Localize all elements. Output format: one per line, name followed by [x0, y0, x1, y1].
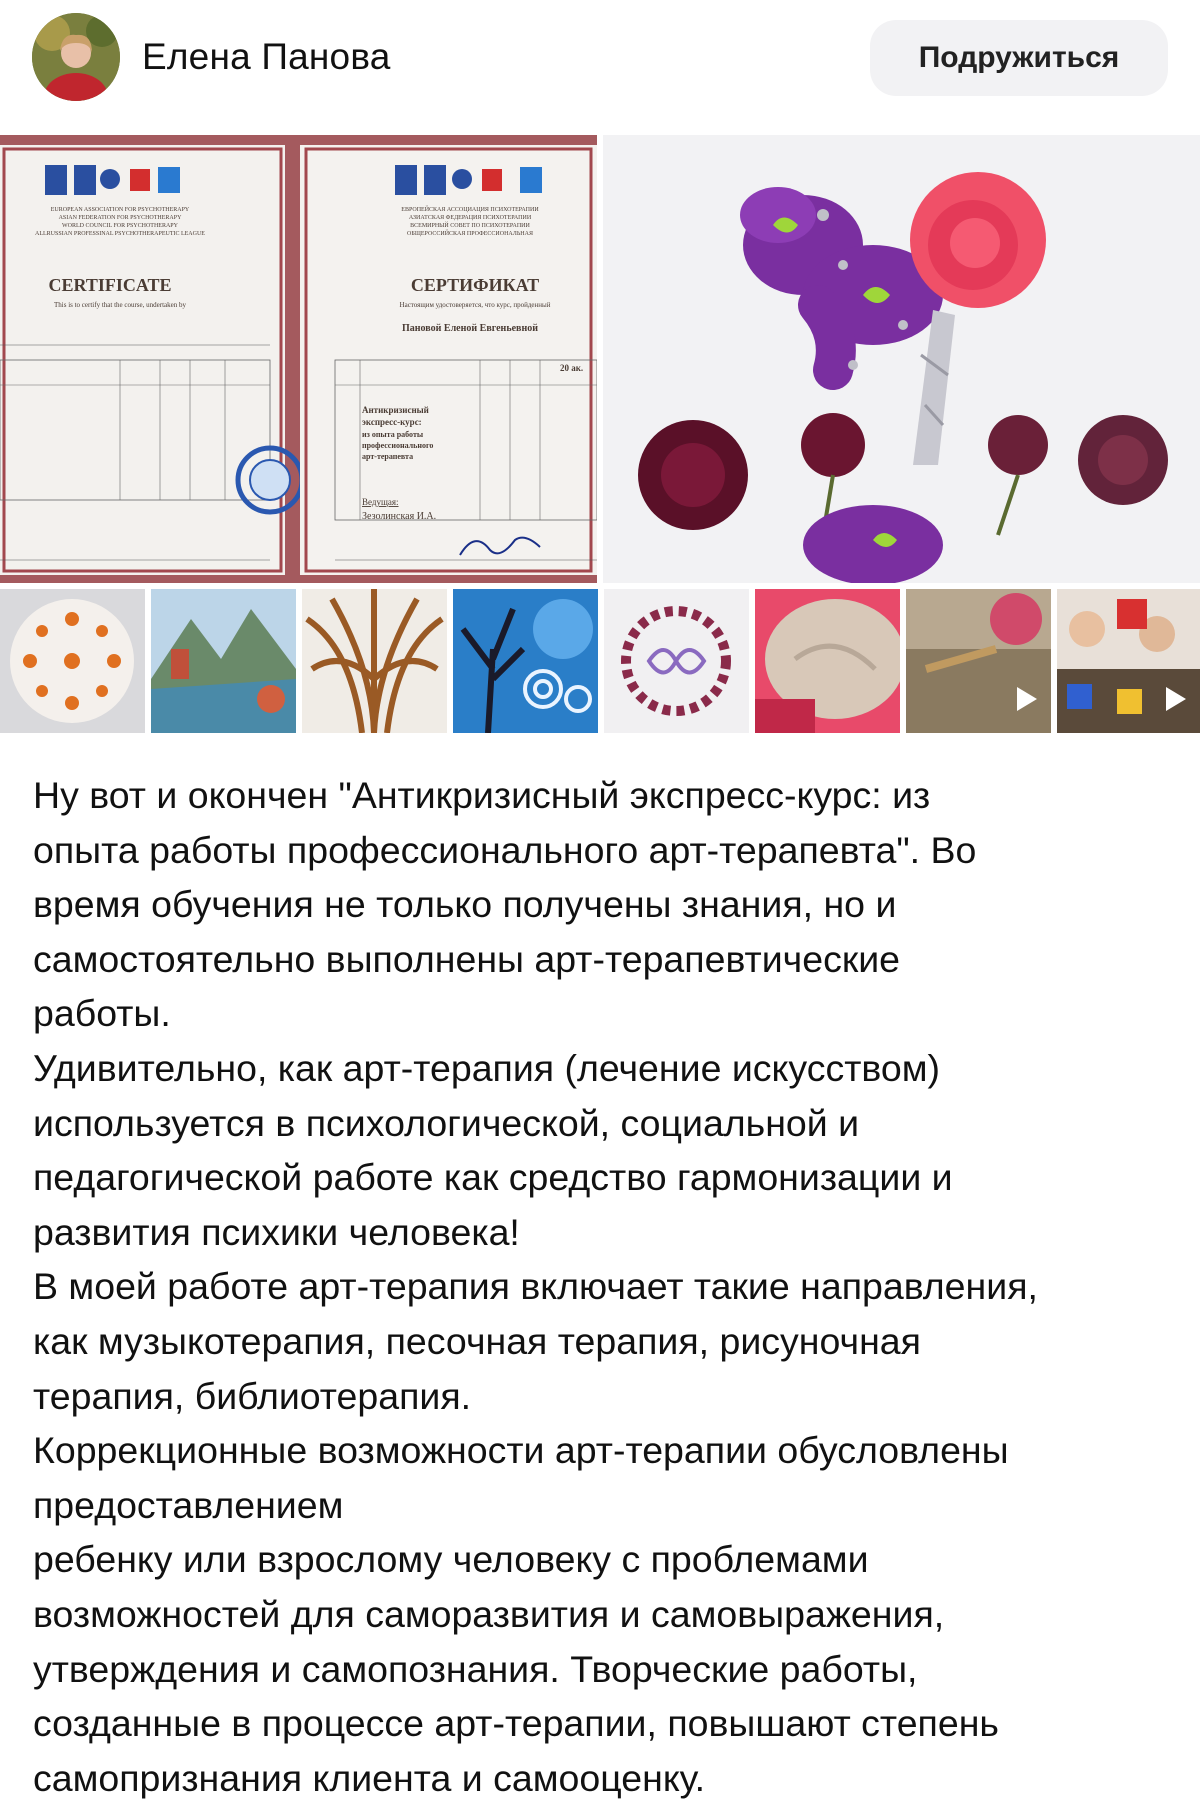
post-line: как музыкотерапия, песочная терапия, рисуночная [33, 1319, 921, 1362]
cert-ru-course-5: арт-терапевта [362, 452, 414, 461]
photo-gallery [0, 135, 1200, 583]
cert-ru-org-1: ЕВРОПЕЙСКАЯ АССОЦИАЦИЯ ПСИХОТЕРАПИИ [401, 207, 539, 213]
thumbnail-sand-drawing-video[interactable] [906, 589, 1051, 733]
clay-flowers-photo[interactable] [603, 135, 1200, 583]
cert-en-org-2: ASIAN FEDERATION FOR PSYCHOTHERAPY [58, 215, 182, 221]
post-line: развития психики человека! [33, 1210, 520, 1253]
cert-ru-course-1: Антикризисный [362, 405, 429, 415]
thumbnail-blue-tree-swirls[interactable] [453, 589, 598, 733]
cert-ru-lead-name: Зезолинская И.А. [362, 511, 437, 522]
thumbnail-rope-tree[interactable] [302, 589, 447, 733]
post-line: ребенку или взрослому человеку с проблемами [33, 1538, 869, 1581]
certificate-photo[interactable] [0, 135, 597, 583]
avatar[interactable] [32, 13, 120, 101]
post-line: работы. [33, 992, 171, 1035]
add-friend-button[interactable]: Подружиться [870, 20, 1168, 96]
cert-en-title: CERTIFICATE [48, 275, 172, 295]
post-line: терапия, библиотерапия. [33, 1374, 472, 1417]
post-line: возможностей для саморазвития и самовыражения, [33, 1592, 945, 1635]
post-line: утверждения и самопознания. Творческие работы, [33, 1647, 918, 1690]
cert-ru-org-4: ОБЩЕРОССИЙСКАЯ ПРОФЕССИОНАЛЬНАЯ [407, 231, 533, 237]
post-line: самопризнания клиента и самооценку. [33, 1756, 706, 1799]
post-line: самостоятельно выполнены арт-терапевтические [33, 937, 901, 980]
cert-en-org-3: WORLD COUNCIL FOR PSYCHOTHERAPY [62, 223, 178, 229]
play-icon [1166, 687, 1186, 711]
post-text [33, 768, 1183, 1801]
cert-en-subtitle: This is to certify that the course, undertaken by [54, 301, 186, 309]
thumbnail-strip [0, 589, 1200, 733]
post-header [0, 0, 1200, 120]
cert-ru-course-3: из опыта работы [362, 430, 424, 439]
thumbnail-kids-playing-video[interactable] [1057, 589, 1200, 733]
cert-ru-course-2: экспресс-курс: [362, 417, 422, 427]
author-name[interactable]: Елена Панова [142, 36, 391, 77]
thumbnail-flower-wreath[interactable] [604, 589, 749, 733]
cert-ru-holder: Пановой Еленой Евгеньевной [402, 323, 538, 334]
post-line: опыта работы профессионального арт-терапевта". Во [33, 828, 977, 871]
post-line: созданные в процессе арт-терапии, повышают степень [33, 1702, 999, 1745]
thumbnail-beige-fabric[interactable] [755, 589, 900, 733]
cert-ru-subtitle: Настоящим удостоверяется, что курс, пройденный [399, 301, 551, 309]
cert-ru-hours: 20 ак. [560, 363, 584, 373]
post-line: Ну вот и окончен "Антикризисный экспресс-курс: из [33, 774, 931, 816]
post-line: педагогической работе как средство гармонизации и [33, 1156, 953, 1199]
cert-ru-title: СЕРТИФИКАТ [410, 275, 540, 295]
cert-ru-lead-label: Ведущая: [362, 497, 399, 507]
post-line: Коррекционные возможности арт-терапии обусловлены [33, 1429, 1009, 1472]
cert-en-org-4: ALLRUSSIAN PROFESSINAL PSYCHOTHERAPEUTIC LEAGUE [35, 231, 205, 237]
post-line: время обучения не только получены знания, но и [33, 883, 897, 926]
thumbnail-landscape-painting[interactable] [151, 589, 296, 733]
post-line: предоставлением [33, 1483, 344, 1526]
post-line: используется в психологической, социальной и [33, 1101, 860, 1144]
cert-ru-org-3: ВСЕМИРНЫЙ СОВЕТ ПО ПСИХОТЕРАПИИ [410, 223, 530, 229]
cert-ru-course-4: профессионального [362, 441, 434, 450]
play-icon [1017, 687, 1037, 711]
post-line: В моей работе арт-терапия включает такие направления, [33, 1265, 1038, 1308]
cert-en-org-1: EUROPEAN ASSOCIATION FOR PSYCHOTHERAPY [50, 207, 190, 213]
thumbnail-orange-mandala[interactable] [0, 589, 145, 733]
post-line: Удивительно, как арт-терапия (лечение искусством) [33, 1046, 940, 1089]
cert-ru-org-2: АЗИАТСКАЯ ФЕДЕРАЦИЯ ПСИХОТЕРАПИИ [408, 215, 532, 221]
